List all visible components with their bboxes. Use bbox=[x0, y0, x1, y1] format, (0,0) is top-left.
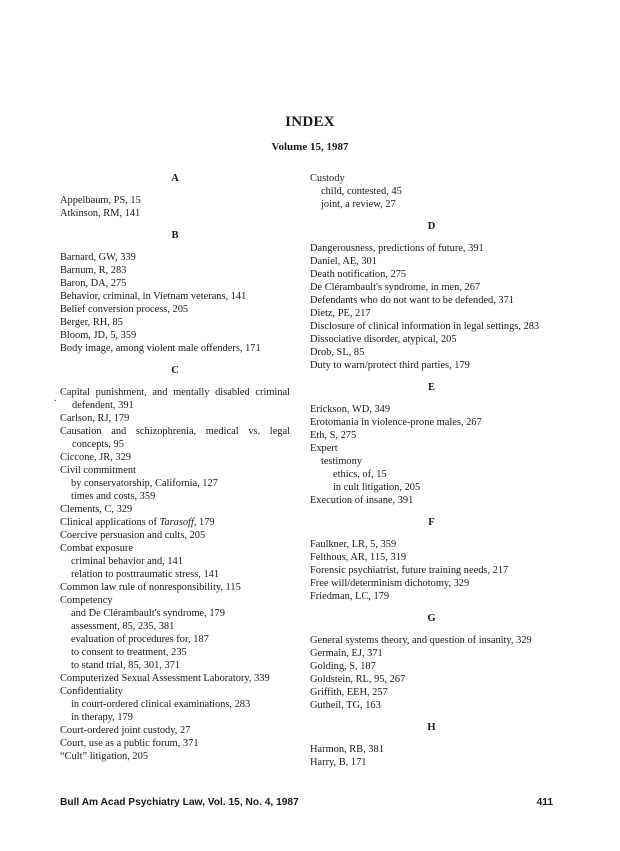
page-footer bbox=[60, 797, 553, 808]
index-entry: General systems theory, and question of insanity, 329 bbox=[310, 635, 532, 646]
section-letter-h: H bbox=[427, 722, 436, 733]
index-entry: Court, use as a public forum, 371 bbox=[60, 738, 199, 749]
index-entry: Barnard, GW, 339 bbox=[60, 252, 136, 263]
index-entry: Duty to warn/protect third parties, 179 bbox=[310, 360, 470, 371]
index-subentry: in therapy, 179 bbox=[71, 712, 133, 723]
index-entry: Carlson, RJ, 179 bbox=[60, 413, 130, 424]
index-entry: Capital punishment, and mentally disabled criminal defendent, 391 bbox=[60, 387, 290, 411]
index-entry: Dangerousness, predictions of future, 391 bbox=[310, 243, 484, 254]
section-letter-c: C bbox=[171, 365, 179, 376]
index-entry: Free will/determinism dichotomy, 329 bbox=[310, 578, 470, 589]
index-entry: Coercive persuasion and cults, 205 bbox=[60, 530, 206, 541]
index-entry: De Clérambault's syndrome, in men, 267 bbox=[310, 282, 481, 293]
index-entry: Execution of insane, 391 bbox=[310, 495, 414, 506]
index-entry: Berger, RH, 85 bbox=[60, 317, 123, 328]
stray-mark: . bbox=[54, 393, 57, 404]
index-entry: Defendants who do not want to be defended, 371 bbox=[310, 295, 515, 306]
section-letter-g: G bbox=[427, 613, 436, 624]
index-subentry: testimony bbox=[321, 456, 362, 467]
index-subentry: joint, a review, 27 bbox=[321, 199, 396, 210]
index-subentry: assessment, 85, 235, 381 bbox=[71, 621, 175, 632]
index-entry: Dietz, PE, 217 bbox=[310, 308, 371, 319]
index-entry: Griffith, EEH, 257 bbox=[310, 687, 388, 698]
index-entry: Expert bbox=[310, 443, 338, 454]
entry-italic-text: Tarasoff bbox=[159, 517, 194, 528]
index-entry: Erotomania in violence-prone males, 267 bbox=[310, 417, 482, 428]
index-subentry: by conservatorship, California, 127 bbox=[71, 478, 218, 489]
index-entry: Drob, SL, 85 bbox=[310, 347, 365, 358]
index-entry: Disclosure of clinical information in legal settings, 283 bbox=[310, 321, 540, 332]
index-entry: Civil commitment bbox=[60, 465, 136, 476]
index-entry: Court-ordered joint custody, 27 bbox=[60, 725, 191, 736]
section-letter-b: B bbox=[171, 230, 179, 241]
index-subentry: relation to posttraumatic stress, 141 bbox=[71, 569, 220, 580]
entry-page: , 179 bbox=[193, 517, 215, 528]
index-entry: Baron, DA, 275 bbox=[60, 278, 127, 289]
index-subentry: times and costs, 359 bbox=[71, 491, 156, 502]
index-entry: Eth, S, 275 bbox=[310, 430, 357, 441]
index-entry: Ciccone, JR, 329 bbox=[60, 452, 131, 463]
index-entry: Behavior, criminal, in Vietnam veterans, 141 bbox=[60, 291, 247, 302]
right-column bbox=[310, 172, 553, 769]
index-subsubentry: ethics, of, 15 bbox=[333, 469, 387, 480]
index-entry: Forensic psychiatrist, future training needs, 217 bbox=[310, 565, 509, 576]
page-number: 411 bbox=[536, 797, 553, 808]
left-column bbox=[60, 172, 290, 763]
index-entry: Harry, B, 171 bbox=[310, 757, 367, 768]
entry-text: Clinical applications of bbox=[60, 517, 160, 528]
index-entry: Computerized Sexual Assessment Laboratory, 339 bbox=[60, 673, 270, 684]
index-entry: “Cult” litigation, 205 bbox=[60, 751, 149, 762]
index-subentry: criminal behavior and, 141 bbox=[71, 556, 183, 567]
index-entry: Daniel, AE, 301 bbox=[310, 256, 377, 267]
section-letter-e: E bbox=[427, 382, 435, 393]
section-letter-a: A bbox=[171, 173, 179, 184]
index-entry: Custody bbox=[310, 173, 345, 184]
index-entry: Faulkner, LR, 5, 359 bbox=[310, 539, 397, 550]
journal-citation: Bull Am Acad Psychiatry Law, Vol. 15, No. 4, 1987 bbox=[60, 797, 299, 808]
index-subsubentry: in cult litigation, 205 bbox=[333, 482, 421, 493]
volume-subtitle: Volume 15, 1987 bbox=[271, 141, 349, 153]
index-entry: Dissociative disorder, atypical, 205 bbox=[310, 334, 457, 345]
index-entry: Common law rule of nonresponsibility, 115 bbox=[60, 582, 241, 593]
index-entry: Appelbaum, PS, 15 bbox=[60, 195, 141, 206]
index-entry: Belief conversion process, 205 bbox=[60, 304, 189, 315]
index-entry: Death notification, 275 bbox=[310, 269, 407, 280]
page-title: INDEX bbox=[285, 114, 335, 130]
index-subentry: child, contested, 45 bbox=[321, 186, 402, 197]
index-subentry: evaluation of procedures for, 187 bbox=[71, 634, 209, 645]
section-letter-f: F bbox=[428, 517, 435, 528]
index-entry: Golding, S, 187 bbox=[310, 661, 376, 672]
index-entry: Germain, EJ, 371 bbox=[310, 648, 383, 659]
section-letter-d: D bbox=[427, 221, 436, 232]
index-subentry: in court-ordered clinical examinations, 283 bbox=[71, 699, 251, 710]
index-entry: Gutheil, TG, 163 bbox=[310, 700, 381, 711]
index-entry: Goldstein, RL, 95, 267 bbox=[310, 674, 406, 685]
index-subentry: and De Clérambault's syndrome, 179 bbox=[71, 608, 225, 619]
index-entry: Confidentiality bbox=[60, 686, 123, 697]
index-entry: Barnum, R, 283 bbox=[60, 265, 127, 276]
index-entry: Competency bbox=[60, 595, 113, 606]
index-subentry: to stand trial, 85, 301, 371 bbox=[71, 660, 181, 671]
index-entry: Erickson, WD, 349 bbox=[310, 404, 391, 415]
index-entry-tarasoff bbox=[60, 516, 290, 529]
index-subentry: to consent to treatment, 235 bbox=[71, 647, 187, 658]
index-entry: Bloom, JD, 5, 359 bbox=[60, 330, 137, 341]
index-entry: Clements, C, 329 bbox=[60, 504, 133, 515]
index-entry: Body image, among violent male offenders, 171 bbox=[60, 343, 261, 354]
index-entry: Friedman, LC, 179 bbox=[310, 591, 390, 602]
index-entry: Atkinson, RM, 141 bbox=[60, 208, 141, 219]
index-entry: Harmon, RB, 381 bbox=[310, 744, 384, 755]
index-entry: Combat exposure bbox=[60, 543, 134, 554]
index-entry: Felthous, AR, 115, 319 bbox=[310, 552, 407, 563]
index-entry: Causation and schizophrenia, medical vs. legal concepts, 95 bbox=[60, 426, 290, 450]
